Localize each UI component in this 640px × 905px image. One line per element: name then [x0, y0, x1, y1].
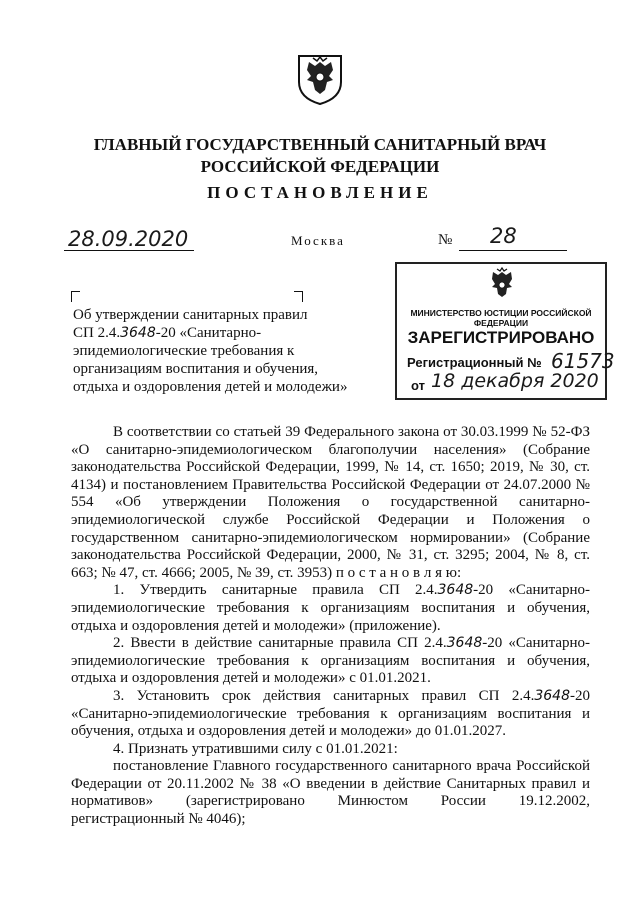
- subject-corner-left: [71, 291, 80, 302]
- stamp-ministry: МИНИСТЕРСТВО ЮСТИЦИИ РОССИЙСКОЙ ФЕДЕРАЦИИ: [410, 308, 592, 328]
- handwritten-rule-number: 3648: [446, 635, 483, 652]
- stamp-emblem-icon: [485, 266, 519, 306]
- item-3: 3. Установить срок действия санитарных правил СП 2.4.3648-20 «Санитарно-эпидемиологические требования к организациям воспитания и обучения, отдыха и оздоровления детей и молодежи» до 01.01.2027.: [71, 687, 590, 740]
- item-1: 1. Утвердить санитарные правила СП 2.4.3648-20 «Санитарно-эпидемиологические требования к организациям воспитания и обучения, отдыха и оздоровления детей и молодежи» (приложение).: [71, 582, 590, 634]
- subject-line: Об утверждении санитарных правил: [73, 307, 308, 323]
- preamble-paragraph: В соответствии со статьей 39 Федерального закона от 30.03.1999 № 52-ФЗ «О санитарно-эпидемиологическом благополучии населения» (Собрание законодательства Российской Федерации, 1999, № 14, ст. 1650; 2019, № 30, ст. 4134) и постановлением Правительства Российской Федерации от 24.07.2000 № 554 «Об утверждении Положения о государственной санитарно-эпидемиологической службе Российской Федерации и Положения о государственном санитарно-эпидемиологическом нормировании» (Собрание законодательства Российской Федерации, 2000, № 31, ст. 3295; 2004, № 8, ст. 663; № 47, ст. 4666; 2005, № 39, ст. 3953) п о с т а н о в л я ю:: [71, 424, 590, 581]
- city: Москва: [291, 233, 345, 248]
- stamp-reg-number: 61573: [551, 349, 615, 373]
- subject-line: отдыха и оздоровления детей и молодежи»: [73, 379, 348, 395]
- coat-of-arms-emblem: [295, 50, 345, 106]
- stamp-reg-label: Регистрационный №: [407, 355, 542, 370]
- handwritten-date: 28.09.2020: [68, 227, 189, 251]
- issuer-title: [0, 134, 640, 178]
- subject-corner-right: [294, 291, 303, 302]
- stamp-reg-date: 18 декабря 2020: [431, 370, 599, 392]
- stamp-from-label: от: [411, 378, 425, 393]
- item-4-subitem: постановление Главного государственного санитарного врача Российской Федерации от 20.11.2002 № 38 «О введении в действие Санитарных правил и нормативов» (зарегистрировано Минюстом России 19.12.2002, регистрационный № 4046);: [71, 758, 590, 828]
- handwritten-rule-number: 3648: [120, 325, 156, 341]
- number-underline: [459, 250, 567, 251]
- subject-line: СП 2.4.3648-20 «Санитарно-: [73, 325, 262, 341]
- subject-line: эпидемиологические требования к: [73, 343, 295, 359]
- document-subject: [73, 306, 373, 396]
- document-body: [71, 424, 590, 829]
- handwritten-number: 28: [490, 224, 517, 248]
- number-label: №: [438, 232, 453, 248]
- document-type: ПОСТАНОВЛЕНИЕ: [207, 183, 433, 202]
- subject-line: организациям воспитания и обучения,: [73, 361, 319, 377]
- handwritten-rule-number: 3648: [437, 582, 474, 599]
- issuer-title-line1: ГЛАВНЫЙ ГОСУДАРСТВЕННЫЙ САНИТАРНЫЙ ВРАЧ: [93, 135, 547, 154]
- item-4: 4. Признать утратившими силу с 01.01.2021:: [113, 740, 398, 757]
- item-2: 2. Ввести в действие санитарные правила СП 2.4.3648-20 «Санитарно-эпидемиологические требования к организациям воспитания и обучения, отдыха и оздоровления детей и молодежи» с 01.01.2021.: [71, 635, 590, 687]
- date-underline: [64, 250, 194, 251]
- registration-stamp: [395, 262, 615, 400]
- stamp-registered: ЗАРЕГИСТРИРОВАНО: [407, 328, 595, 347]
- handwritten-rule-number: 3648: [534, 687, 570, 704]
- issuer-title-line2: РОССИЙСКОЙ ФЕДЕРАЦИИ: [200, 157, 440, 176]
